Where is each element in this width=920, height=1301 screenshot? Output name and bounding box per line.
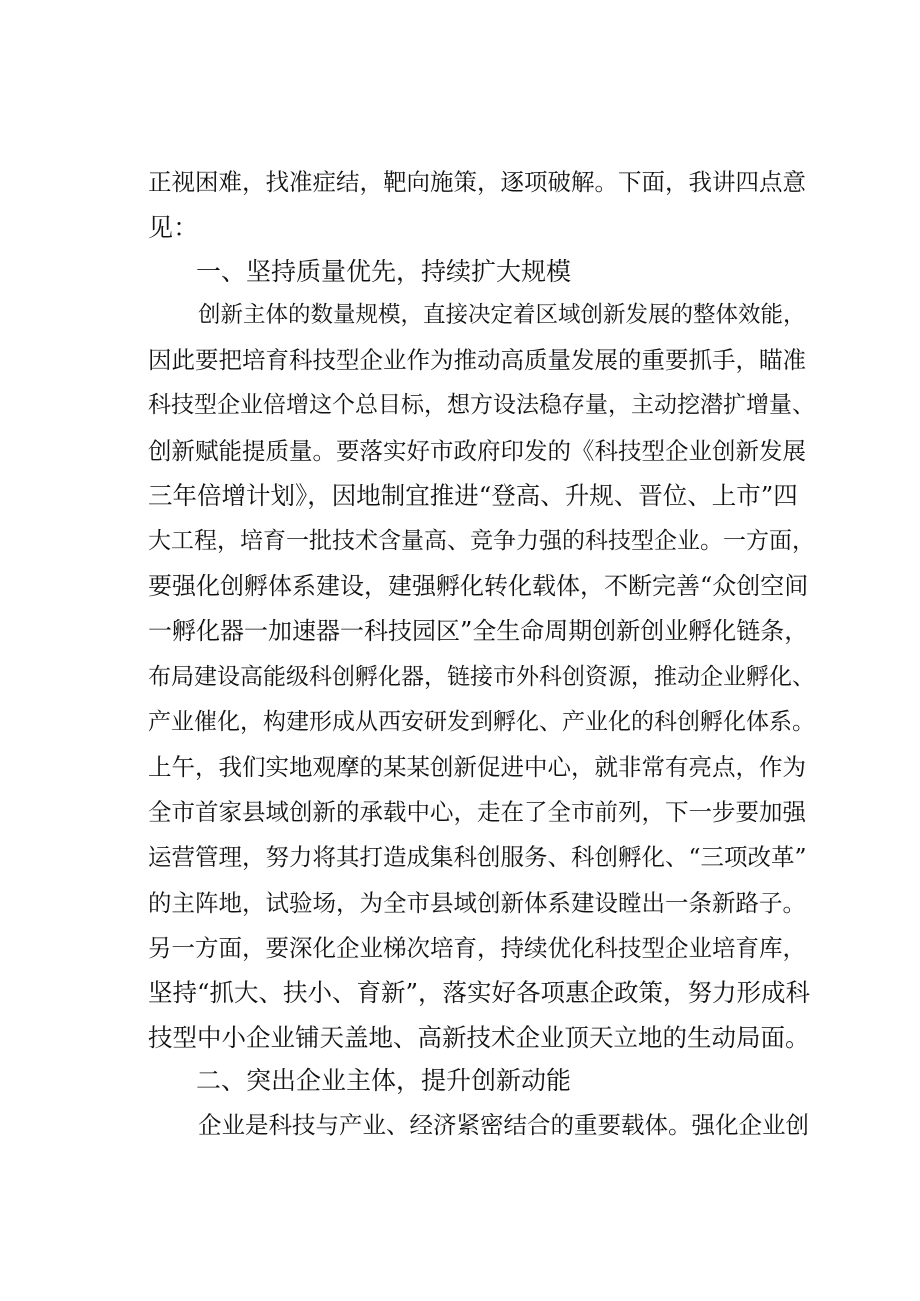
paragraph-line: 企业是科技与产业、经济紧密结合的重要载体。强化企业创 [198,1111,809,1139]
paragraph-line: 因此要把培育科技型企业作为推动高质量发展的重要抓手，瞄准 [148,346,806,374]
paragraph-line: 科技型企业倍增这个总目标，想方设法稳存量，主动挖潜扩增量、 [148,392,815,418]
paragraph-line: 运营管理，努力将其打造成集科创服务、科创孵化、“三项改革” [148,843,807,871]
section-heading-2: 二、突出企业主体，提升创新动能 [196,1066,572,1095]
paragraph-line: 另一方面，要深化企业梯次培育，持续优化科技型企业培育库， [148,934,806,962]
paragraph-line: 产业催化，构建形成从西安研发到孵化、产业化的科创孵化体系。 [148,709,815,735]
paragraph-line: 坚持“抓大、扶小、育新”，落实好各项惠企政策，努力形成科 [148,978,811,1007]
paragraph-line: 大工程，培育一批技术含量高、竞争力强的科技型企业。一方面， [148,528,815,554]
paragraph-line: 一孵化器一加速器一科技园区”全生命周期创新创业孵化链条， [148,617,809,645]
paragraph-line: 三年倍增计划》，因地制宜推进“登高、升规、晋位、上市”四 [148,481,798,510]
paragraph-line: 要强化创孵体系建设，建强孵化转化载体，不断完善“众创空间 [148,572,809,600]
paragraph-line: 正视困难，找准症结，靶向施策，逐项破解。下面，我讲四点意 [148,168,806,196]
paragraph-line: 全市首家县域创新的承载中心，走在了全市前列，下一步要加强 [148,798,806,826]
paragraph-line: 布局建设高能级科创孵化器，链接市外科创资源，推动企业孵化、 [148,664,815,690]
section-heading-1: 一、坚持质量优先，持续扩大规模 [196,257,572,286]
paragraph-line: 的主阵地，试验场，为全市县域创新体系建设瞠出一条新路子。 [148,889,806,917]
paragraph-line: 见： [148,213,199,242]
paragraph-line: 上午，我们实地观摩的某某创新促进中心，就非常有亮点，作为 [148,753,806,781]
paragraph-line: 技型中小企业铺天盖地、高新技术企业顶天立地的生动局面。 [148,1023,810,1052]
paragraph-line: 创新主体的数量规模，直接决定着区域创新发展的整体效能， [198,302,806,328]
paragraph-line: 创新赋能提质量。要落实好市政府印发的《科技型企业创新发展 [148,437,806,465]
